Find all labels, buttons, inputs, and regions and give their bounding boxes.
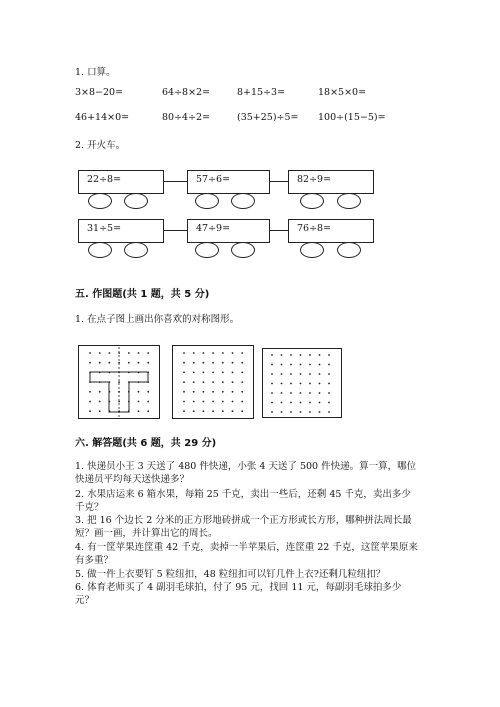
- q2-title: 2. 开火车。: [75, 140, 126, 151]
- grid-dot: [300, 383, 302, 385]
- grid-dot: [309, 392, 311, 394]
- grid-dot: [222, 352, 224, 354]
- grid-dot: [271, 402, 273, 404]
- grid-dot: [319, 383, 321, 385]
- grid-dot: [241, 391, 243, 393]
- grid-dot: [183, 391, 185, 393]
- grid-dot: [203, 372, 205, 374]
- train-car-label: 76÷8=: [297, 223, 332, 234]
- grid-dot: [328, 383, 330, 385]
- grid-dot: [290, 402, 292, 404]
- grid-dot: [89, 362, 91, 364]
- word-problem: 5. 做一件上衣要钉 5 粒纽扣，48 粒纽扣可以钉几件上衣?还剩几粒纽扣？: [75, 569, 386, 580]
- grid-dot: [319, 411, 321, 413]
- grid-dot: [109, 362, 111, 364]
- wheel-icon: [231, 193, 255, 209]
- grid-dot: [241, 410, 243, 412]
- grid-dot: [99, 401, 101, 403]
- grid-dot: [232, 381, 234, 383]
- grid-dot: [147, 410, 149, 412]
- train-car-label: 57÷6=: [196, 174, 231, 185]
- grid-dot: [138, 352, 140, 354]
- word-problem: 4. 有一筐苹果连筐重 42 千克，卖掉一半苹果后，连筐重 22 千克，这筐苹果原来有多重？: [75, 542, 418, 566]
- wheel-icon: [124, 193, 148, 209]
- grid-dot: [281, 411, 283, 413]
- grid-dot: [138, 362, 140, 364]
- grid-dot: [203, 381, 205, 383]
- grid-dot: [99, 391, 101, 393]
- wheel-icon: [88, 193, 112, 209]
- train-link: [268, 230, 288, 231]
- grid-dot: [271, 373, 273, 375]
- grid-dot: [138, 391, 140, 393]
- grid-dot: [309, 364, 311, 366]
- grid-dot: [232, 352, 234, 354]
- grid-dot: [99, 410, 101, 412]
- grid-dot: [290, 364, 292, 366]
- train-car-label: 82÷9=: [297, 174, 332, 185]
- train-car: [78, 219, 164, 243]
- grid-dot: [183, 362, 185, 364]
- grid-dot: [328, 373, 330, 375]
- grid-dot: [193, 352, 195, 354]
- grid-dot: [89, 401, 91, 403]
- grid-dot: [271, 383, 273, 385]
- grid-dot: [89, 352, 91, 354]
- grid-dot: [89, 391, 91, 393]
- calc-item: 100÷(15−5)=: [318, 112, 386, 123]
- grid-dot: [193, 401, 195, 403]
- grid-dot: [212, 391, 214, 393]
- grid-dot: [99, 352, 101, 354]
- grid-dot: [212, 352, 214, 354]
- calc-item: 3×8−20=: [75, 87, 124, 98]
- grid-dot: [193, 381, 195, 383]
- grid-dot: [290, 392, 292, 394]
- grid-dot: [183, 372, 185, 374]
- grid-dot: [328, 392, 330, 394]
- grid-dot: [232, 401, 234, 403]
- dot-grid-blank: [262, 348, 342, 418]
- section-five-heading: 五. 作图题(共 1 题，共 5 分): [75, 289, 210, 300]
- wheel-icon: [124, 242, 148, 258]
- grid-dot: [309, 383, 311, 385]
- grid-dot: [232, 372, 234, 374]
- grid-dot: [138, 401, 140, 403]
- grid-dot: [319, 402, 321, 404]
- grid-dot: [241, 401, 243, 403]
- grid-dot: [212, 372, 214, 374]
- grid-dot: [309, 354, 311, 356]
- grid-dot: [232, 362, 234, 364]
- grid-dot: [319, 392, 321, 394]
- grid-dot: [241, 372, 243, 374]
- grid-dot: [300, 411, 302, 413]
- calc-item: 8+15÷3=: [237, 87, 286, 98]
- train-car: [288, 170, 374, 194]
- grid-dot: [222, 391, 224, 393]
- grid-dot: [309, 402, 311, 404]
- grid-dot: [300, 354, 302, 356]
- grid-dot: [281, 383, 283, 385]
- word-problem: 1. 快递员小王 3 天送了 480 件快递，小张 4 天送了 500 件快递。算一算，哪位快递员平均每天送快递多？: [75, 461, 417, 485]
- grid-dot: [183, 410, 185, 412]
- grid-dot: [281, 364, 283, 366]
- wheel-icon: [337, 242, 361, 258]
- calc-item: (35+25)÷5=: [237, 112, 299, 123]
- calc-item: 46+14×0=: [75, 112, 130, 123]
- q1-title: 1. 口算。: [75, 67, 116, 78]
- grid-dot: [300, 392, 302, 394]
- grid-dot: [222, 372, 224, 374]
- grid-dot: [222, 401, 224, 403]
- calc-item: 64÷8×2=: [162, 87, 211, 98]
- grid-dot: [222, 381, 224, 383]
- grid-dot: [203, 391, 205, 393]
- grid-dot: [281, 402, 283, 404]
- grid-dot: [290, 354, 292, 356]
- grid-dot: [290, 411, 292, 413]
- wheel-icon: [88, 242, 112, 258]
- wheel-icon: [300, 242, 324, 258]
- grid-dot: [300, 364, 302, 366]
- dot-grid-blank: [172, 345, 254, 419]
- grid-dot: [309, 411, 311, 413]
- train-car: [187, 219, 270, 243]
- grid-dot: [212, 362, 214, 364]
- grid-dot: [281, 354, 283, 356]
- grid-dot: [309, 373, 311, 375]
- grid-dot: [281, 373, 283, 375]
- train-link: [162, 181, 187, 182]
- grid-dot: [193, 362, 195, 364]
- calc-item: 18×5×0=: [318, 87, 367, 98]
- grid-dot: [271, 392, 273, 394]
- grid-dot: [128, 352, 130, 354]
- wheel-icon: [300, 193, 324, 209]
- drawing-question: 1. 在点子图上画出你喜欢的对称图形。: [75, 314, 240, 325]
- train-car-label: 47÷9=: [196, 223, 231, 234]
- grid-dot: [183, 381, 185, 383]
- grid-dot: [147, 362, 149, 364]
- grid-dot: [203, 401, 205, 403]
- grid-dot: [212, 401, 214, 403]
- grid-dot: [222, 362, 224, 364]
- grid-dot: [328, 364, 330, 366]
- grid-dot: [241, 362, 243, 364]
- grid-dot: [183, 401, 185, 403]
- wheel-icon: [195, 193, 219, 209]
- grid-dot: [319, 354, 321, 356]
- grid-dot: [193, 391, 195, 393]
- grid-dot: [193, 372, 195, 374]
- grid-dot: [328, 402, 330, 404]
- grid-dot: [290, 383, 292, 385]
- train-car: [78, 170, 164, 194]
- word-problem: 6. 体育老师买了 4 副羽毛球拍，付了 95 元，找回 11 元，每副羽毛球拍多少元？: [75, 582, 402, 606]
- train-link: [268, 181, 288, 182]
- train-car: [288, 219, 374, 243]
- grid-dot: [147, 401, 149, 403]
- section-six-heading: 六. 解答题(共 6 题，共 29 分): [75, 438, 217, 449]
- train-car: [187, 170, 270, 194]
- grid-dot: [300, 373, 302, 375]
- grid-dot: [290, 373, 292, 375]
- grid-dot: [300, 402, 302, 404]
- wheel-icon: [337, 193, 361, 209]
- grid-dot: [319, 364, 321, 366]
- word-problem: 3. 把 16 个边长 2 分米的正方形地砖拼成一个正方形或长方形，哪种拼法周长最短？画一画，并计算出它的周长。: [75, 515, 412, 539]
- grid-dot: [241, 381, 243, 383]
- wheel-icon: [195, 242, 219, 258]
- train-car-label: 22÷8=: [87, 174, 122, 185]
- grid-dot: [147, 391, 149, 393]
- grid-dot: [212, 381, 214, 383]
- grid-dot: [183, 352, 185, 354]
- grid-dot: [118, 381, 120, 383]
- train-link: [162, 230, 187, 231]
- grid-dot: [271, 411, 273, 413]
- grid-dot: [203, 362, 205, 364]
- grid-dot: [138, 410, 140, 412]
- wheel-icon: [231, 242, 255, 258]
- grid-dot: [241, 352, 243, 354]
- grid-dot: [203, 410, 205, 412]
- grid-dot: [271, 354, 273, 356]
- grid-dot: [147, 352, 149, 354]
- calc-item: 80÷4÷2=: [162, 112, 211, 123]
- grid-dot: [203, 352, 205, 354]
- grid-dot: [281, 392, 283, 394]
- grid-dot: [212, 410, 214, 412]
- grid-dot: [328, 354, 330, 356]
- grid-dot: [319, 373, 321, 375]
- grid-dot: [232, 410, 234, 412]
- dot-grid-example: [78, 345, 160, 419]
- grid-dot: [232, 391, 234, 393]
- grid-dot: [99, 362, 101, 364]
- word-problem: 2. 水果店运来 6 箱水果，每箱 25 千克，卖出一些后，还剩 45 千克，卖出多少千克？: [75, 489, 411, 513]
- grid-dot: [222, 410, 224, 412]
- grid-dot: [89, 410, 91, 412]
- grid-dot: [193, 410, 195, 412]
- train-car-label: 31÷5=: [87, 223, 122, 234]
- grid-dot: [271, 364, 273, 366]
- grid-dot: [128, 362, 130, 364]
- grid-dot: [328, 411, 330, 413]
- grid-dot: [109, 352, 111, 354]
